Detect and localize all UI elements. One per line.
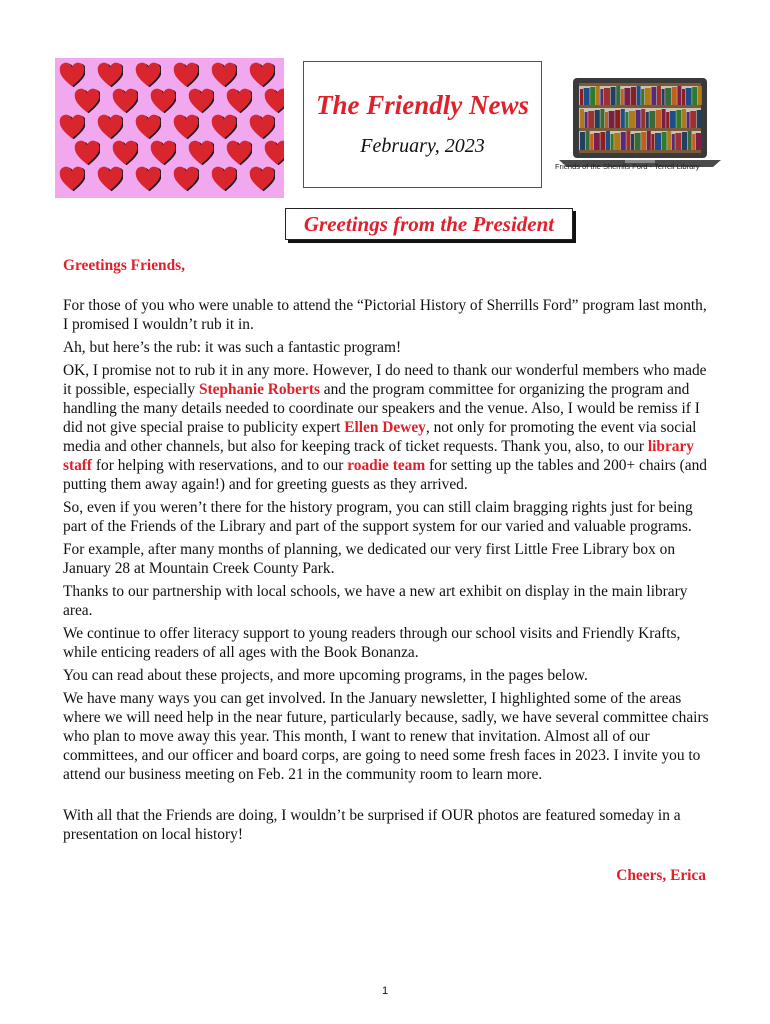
book-spine — [614, 133, 620, 150]
book-spine — [611, 134, 614, 150]
heart-icon — [97, 114, 123, 140]
heart-icon — [264, 88, 284, 114]
book-spine — [646, 112, 649, 128]
book-spine — [698, 86, 702, 105]
heart-icon — [74, 88, 100, 114]
paragraph-8: You can read about these projects, and more upcoming programs, in the pages below. — [63, 667, 588, 684]
book-spine — [616, 86, 620, 105]
book-spine — [677, 86, 681, 105]
book-spine — [649, 111, 655, 128]
heart-icon — [226, 88, 252, 114]
paragraph-4: So, even if you weren’t there for the history program, you can still claim bragging rights just for being part of the Friends of the Library and part of the support system for our varied and valuable programs. — [63, 499, 693, 535]
paragraph-3-part-b: and the program committee for organizing the program and handling the many details needed to coordinate our speakers and the venue. Also, I would be remiss if I did not give special praise to publicity expert — [63, 381, 700, 436]
book-spine — [615, 110, 620, 128]
book-spine — [595, 110, 600, 128]
book-spine — [635, 133, 641, 150]
heart-icon — [173, 62, 199, 88]
book-spine — [696, 133, 702, 150]
book-spine — [621, 109, 625, 128]
book-spine — [667, 131, 671, 150]
book-spine — [641, 132, 646, 150]
heart-icon — [112, 140, 138, 166]
book-spine — [690, 111, 696, 128]
heart-icon — [211, 114, 237, 140]
book-spine — [604, 88, 610, 105]
heart-icon — [173, 114, 199, 140]
book-spine — [672, 87, 677, 105]
paragraph-2: Ah, but here’s the rub: it was such a fantastic program! — [63, 339, 402, 356]
book-spine — [656, 110, 661, 128]
book-spine — [651, 87, 656, 105]
book-spine — [626, 131, 630, 150]
paragraph-3 — [63, 361, 713, 494]
paragraph-3-part-c: , not only for promoting the event via social media and other channels, but also for keeping track of ticket requests. Thank you, also, to our — [63, 419, 697, 455]
masthead-box — [303, 61, 542, 188]
paragraph-3-part-a: OK, I promise not to rub it in any more. However, I do need to thank our wonderful members who made it possible, especially — [63, 362, 707, 398]
paragraph-3-part-d: for helping with reservations, and to our — [92, 457, 348, 474]
book-spine — [580, 89, 583, 105]
page-number: 1 — [381, 985, 389, 997]
book-spine — [686, 88, 692, 105]
hearts-pattern-image — [55, 58, 284, 198]
issue-date: February, 2023 — [360, 135, 485, 157]
book-spine — [636, 110, 641, 128]
book-spine — [631, 134, 634, 150]
heart-icon — [226, 140, 252, 166]
book-spine — [675, 133, 681, 150]
heart-icon — [59, 114, 85, 140]
paragraph-1: For those of you who were unable to attend the “Pictorial History of Sherrills Ford” program last month, I promised I wouldn’t rub it in. — [63, 297, 707, 333]
heart-icon — [112, 88, 138, 114]
name-stephanie-roberts: Stephanie Roberts — [198, 381, 320, 398]
book-spine — [682, 89, 685, 105]
section-title: Greetings from the President — [303, 212, 555, 236]
book-spine — [580, 109, 584, 128]
book-spine — [662, 132, 667, 150]
heart-icon — [249, 166, 275, 192]
book-spine — [590, 134, 593, 150]
book-spine — [621, 89, 624, 105]
book-spine — [585, 112, 588, 128]
heart-icon — [211, 166, 237, 192]
heart-icon — [173, 166, 199, 192]
president-letter — [63, 256, 713, 885]
book-spine — [641, 109, 645, 128]
roadie-team-highlight: roadie team — [347, 457, 426, 474]
book-spine — [596, 86, 600, 105]
signoff: Cheers, Erica — [616, 867, 706, 884]
heart-icon — [74, 140, 100, 166]
book-spine — [666, 112, 669, 128]
paragraph-9: We have many ways you can get involved. In the January newsletter, I highlighted some of the areas where we will need help in the near future, particularly because, sadly, we have several committee chairs who plan to move away this year. This month, I want to renew that invitation. Almost all of our committees, and our officer and board corps, are going to need some fresh faces in 2023. I invite you to attend our business meeting on Feb. 21 in the community room to learn more. — [63, 690, 709, 783]
paragraph-5: For example, after many months of planning, we dedicated our very first Little Free Library box on January 28 at Mountain Creek County Park. — [63, 541, 676, 577]
book-spine — [606, 131, 610, 150]
section-title-box — [285, 208, 573, 240]
book-spine — [584, 88, 590, 105]
book-spine — [670, 111, 676, 128]
book-spine — [692, 134, 695, 150]
heart-icon — [188, 88, 214, 114]
book-spine — [662, 89, 665, 105]
book-spine — [600, 109, 604, 128]
heart-icon — [135, 62, 161, 88]
book-spine — [657, 86, 661, 105]
heart-icon — [188, 140, 214, 166]
heart-icon — [150, 140, 176, 166]
book-spine — [645, 88, 651, 105]
heart-icon — [211, 62, 237, 88]
heart-icon — [150, 88, 176, 114]
book-spine — [692, 87, 697, 105]
paragraph-3-part-e: for setting up the tables and 200+ chairs (and putting them away again!) and for greeting guests as they arrived. — [63, 457, 707, 493]
book-spine — [687, 112, 690, 128]
book-spine — [637, 86, 641, 105]
book-spine — [629, 111, 635, 128]
book-spine — [594, 133, 600, 150]
book-spine — [609, 111, 615, 128]
name-ellen-dewey: Ellen Dewey — [344, 419, 426, 436]
paragraph-7: We continue to offer literacy support to young readers through our school visits and Friendly Krafts, while enticing readers of all ages with the Book Bonanza. — [63, 625, 681, 661]
book-spine — [631, 87, 636, 105]
salutation: Greetings Friends, — [63, 257, 185, 274]
heart-icon — [97, 166, 123, 192]
book-spine — [682, 109, 686, 128]
logo-caption: Friends of the Sherrills Ford - Terrell Library — [555, 162, 700, 171]
book-spine — [588, 111, 594, 128]
paragraph-10: With all that the Friends are doing, I wouldn’t be surprised if OUR photos are featured someday in a presentation on local history! — [63, 807, 681, 843]
book-spine — [641, 89, 644, 105]
book-spine — [682, 132, 687, 150]
book-spine — [590, 87, 595, 105]
library-staff-highlight: library staff — [63, 438, 694, 474]
book-spine — [611, 87, 616, 105]
book-spine — [600, 89, 603, 105]
heart-icon — [59, 166, 85, 192]
book-spine — [647, 131, 651, 150]
book-spine — [600, 132, 605, 150]
paragraph-6: Thanks to our partnership with local schools, we have a new art exhibit on display in the main library area. — [63, 583, 688, 619]
newsletter-title: The Friendly News — [316, 90, 529, 120]
book-spine — [676, 110, 681, 128]
book-spine — [605, 112, 608, 128]
book-spine — [580, 132, 585, 150]
book-spine — [651, 134, 654, 150]
book-spine — [621, 132, 626, 150]
spacer — [63, 788, 713, 806]
book-spine — [586, 131, 590, 150]
book-spine — [688, 131, 692, 150]
book-spine — [655, 133, 661, 150]
book-spine — [697, 110, 702, 128]
book-spine — [662, 109, 666, 128]
book-spine — [624, 88, 630, 105]
book-spine — [625, 112, 628, 128]
heart-icon — [264, 140, 284, 166]
book-spine — [665, 88, 671, 105]
heart-icon — [59, 62, 85, 88]
heart-icon — [97, 62, 123, 88]
heart-icon — [135, 166, 161, 192]
book-spine — [672, 134, 675, 150]
heart-icon — [249, 114, 275, 140]
heart-icon — [249, 62, 275, 88]
heart-icon — [135, 114, 161, 140]
